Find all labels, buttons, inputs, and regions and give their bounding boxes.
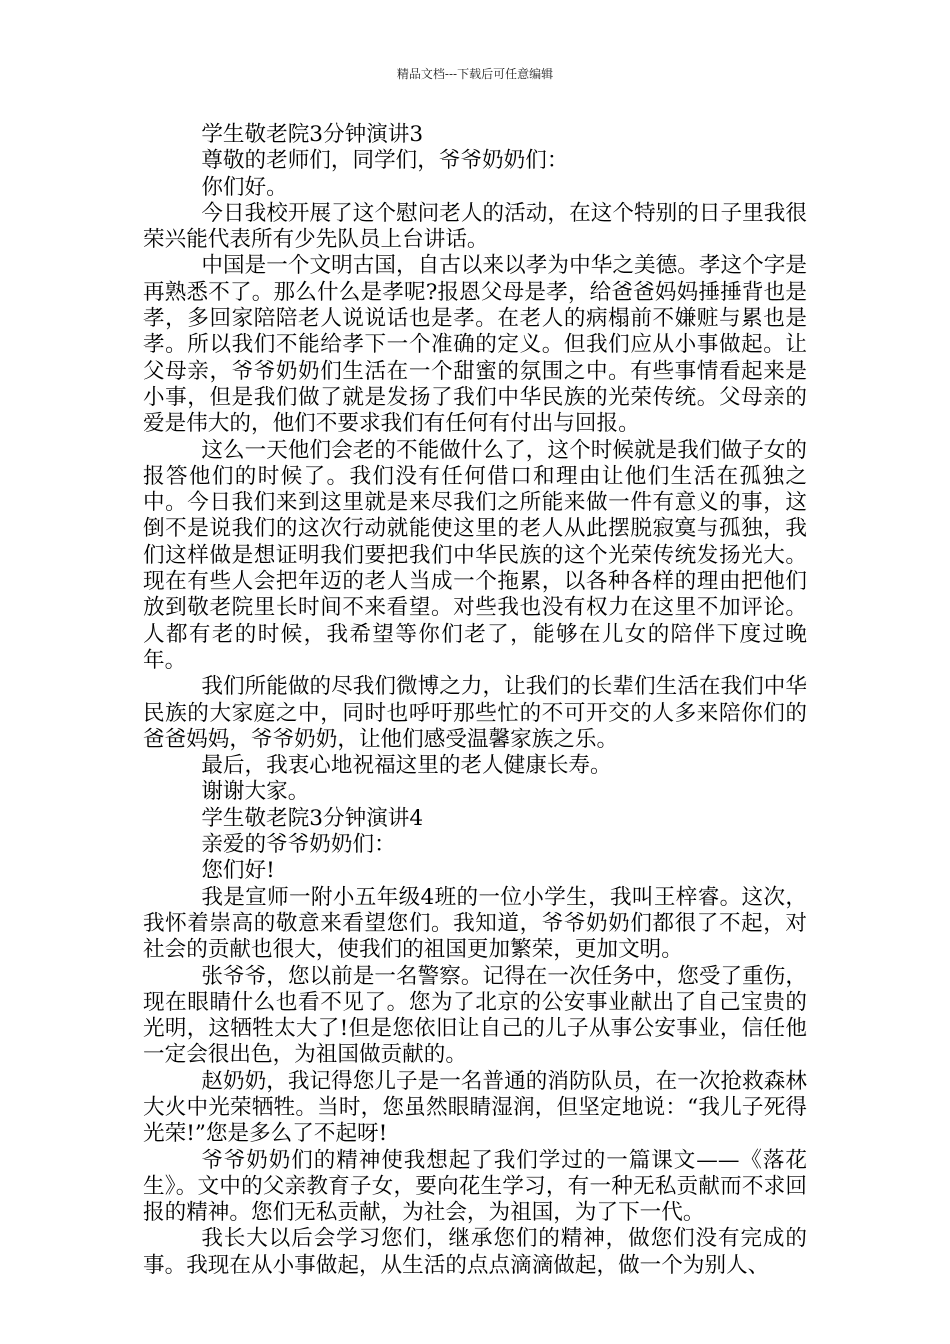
greeting-paragraph: 您们好! — [201, 858, 275, 884]
document-body — [143, 122, 807, 1279]
speech-title-4: 学生敬老院3分钟演讲4 — [201, 805, 424, 831]
body-paragraph: 张爷爷，您以前是一名警察。记得在一次任务中，您受了重伤，现在眼睛什么也看不见了。您为了北京的公安事业献出了自己宝贵的光明，这牺牲太大了!但是您依旧让自己的儿子从事公安事业，信任他一定会很出色，为祖国做贡献的。 — [143, 963, 807, 1068]
body-paragraph: 我是宣师一附小五年级4班的一位小学生，我叫王梓睿。这次，我怀着崇高的敬意来看望您们。我知道，爷爷奶奶们都很了不起，对社会的贡献也很大，使我们的祖国更加繁荣，更加文明。 — [143, 884, 807, 963]
page-header: 精品文档---下载后可任意编辑 — [396, 67, 554, 81]
body-paragraph: 爷爷奶奶们的精神使我想起了我们学过的一篇课文——《落花生》。文中的父亲教育子女，要向花生学习，有一种无私贡献而不求回报的精神。您们无私贡献，为社会，为祖国，为了下一代。 — [143, 1147, 807, 1226]
salutation-paragraph: 亲爱的爷爷奶奶们： — [201, 832, 396, 858]
body-paragraph: 赵奶奶，我记得您儿子是一名普通的消防队员，在一次抢救森林大火中光荣牺牲。当时，您虽然眼睛湿润，但坚定地说：“我儿子死得光荣!”您是多么了不起呀! — [143, 1068, 807, 1147]
body-paragraph: 我长大以后会学习您们，继承您们的精神，做您们没有完成的事。我现在从小事做起，从生活的点点滴滴做起，做一个为别人、 — [143, 1226, 807, 1278]
body-paragraph: 今日我校开展了这个慰问老人的活动，在这个特别的日子里我很荣兴能代表所有少先队员上台讲话。 — [143, 200, 807, 253]
body-paragraph: 这么一天他们会老的不能做什么了，这个时候就是我们做子女的报答他们的时候了。我们没有任何借口和理由让他们生活在孤独之中。今日我们来到这里就是来尽我们之所能来做一件有意义的事，这倒不是说我们的这次行动就能使这里的老人从此摆脱寂寞与孤独，我们这样做是想证明我们要把我们中华民族的这个光荣传统发扬光大。现在有些人会把年迈的老人当成一个拖累，以各种各样的理由把他们放到敬老院里长时间不来看望。对些我也没有权力在这里不加评论。人都有老的时候，我希望等你们老了，能够在儿女的陪伴下度过晚年。 — [143, 437, 807, 673]
salutation-paragraph: 尊敬的老师们，同学们，爷爷奶奶们： — [201, 148, 569, 174]
speech-title-3: 学生敬老院3分钟演讲3 — [201, 122, 424, 147]
closing-paragraph: 谢谢大家。 — [201, 779, 310, 805]
body-paragraph: 最后，我衷心地祝福这里的老人健康长寿。 — [201, 753, 612, 779]
body-paragraph: 中国是一个文明古国，自古以来以孝为中华之美德。孝这个字是再熟悉不了。那么什么是孝呢?报恩父母是孝，给爸爸妈妈捶捶背也是孝，多回家陪陪老人说说话也是孝。在老人的病榻前不嫌赃与累也是孝。所以我们不能给孝下一个准确的定义。但我们应从小事做起。让父母亲，爷爷奶奶们生活在一个甜蜜的氛围之中。有些事情看起来是小事，但是我们做了就是发扬了我们中华民族的光荣传统。父母亲的爱是伟大的，他们不要求我们有任何有付出与回报。 — [143, 253, 807, 437]
body-paragraph: 我们所能做的尽我们微博之力，让我们的长辈们生活在我们中华民族的大家庭之中，同时也呼吁那些忙的不可开交的人多来陪你们的爸爸妈妈，爷爷奶奶，让他们感受温馨家族之乐。 — [143, 674, 807, 752]
greeting-paragraph: 你们好。 — [201, 174, 288, 200]
